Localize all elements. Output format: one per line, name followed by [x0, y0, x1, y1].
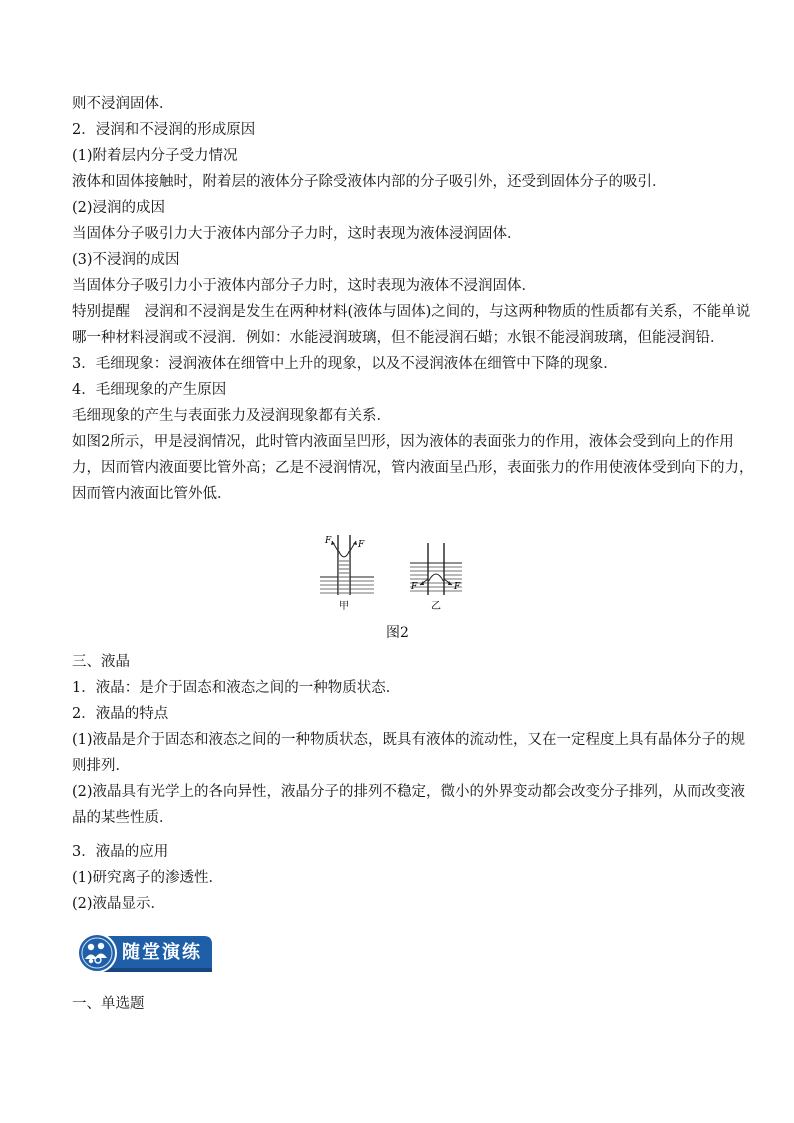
- subheading: (3)不浸润的成因: [72, 252, 180, 268]
- force-label: F: [358, 540, 365, 550]
- text-line: (2)液晶具有光学上的各向异性，液晶分子的排列不稳定，微小的外界变动都会改变分子排列，从而改变液: [72, 784, 746, 800]
- capillary-diagram: [310, 533, 490, 613]
- text-line: (1)研究离子的渗透性．: [72, 870, 224, 886]
- wetting-diagram: [320, 535, 374, 612]
- figure-caption: 图2: [386, 625, 409, 641]
- text-line: 1．液晶：是介于固态和液态之间的一种物质状态．: [72, 680, 401, 696]
- text-line: 液体和固体接触时，附着层的液体分子除受液体内部的分子吸引外，还受到固体分子的吸引．: [72, 174, 667, 190]
- text-line: 毛细现象的产生与表面张力及浸润现象都有关系．: [72, 408, 391, 424]
- section-heading: 三、液晶: [72, 654, 130, 670]
- figure-label-left: 甲: [339, 601, 349, 612]
- figure-label-right: 乙: [431, 601, 441, 612]
- text-line: 力，因而管内液面要比管外高；乙是不浸润情况，管内液面呈凸形，表面张力的作用使液体受到向下的力，: [72, 460, 754, 476]
- practice-banner: [76, 932, 216, 974]
- note-line: 哪一种材料浸润或不浸润．例如：水能浸润玻璃，但不能浸润石蜡；水银不能浸润玻璃，但能浸润铅．: [72, 330, 725, 346]
- text-line: 如图2所示，甲是浸润情况，此时管内液面呈凹形，因为液体的表面张力的作用，液体会受到向上的作用: [72, 434, 734, 450]
- text-line: (2)液晶显示．: [72, 896, 166, 912]
- text-line: 则不浸润固体．: [72, 96, 174, 112]
- section-heading: 2．浸润和不浸润的形成原因: [72, 122, 256, 138]
- section-heading: 3．液晶的应用: [72, 844, 169, 860]
- banner-label: 随堂演练: [122, 942, 202, 963]
- text-line: (1)液晶是介于固态和液态之间的一种物质状态，既具有液体的流动性，又在一定程度上具有晶体分子的规: [72, 732, 746, 748]
- text-line: 当固体分子吸引力大于液体内部分子力时，这时表现为液体浸润固体．: [72, 226, 522, 242]
- force-label: F: [411, 582, 418, 592]
- section-heading: 4．毛细现象的产生原因: [72, 382, 227, 398]
- note-line: 特别提醒 浸润和不浸润是发生在两种材料(液体与固体)之间的，与这两种物质的性质都有关系，不能单说: [72, 304, 751, 320]
- capillary-figure: [310, 533, 490, 613]
- text-line: 当固体分子吸引力小于液体内部分子力时，这时表现为液体不浸润固体．: [72, 278, 536, 294]
- section-heading: 一、单选题: [72, 996, 145, 1012]
- text-line: 则排列．: [72, 758, 130, 774]
- section-heading: 2．液晶的特点: [72, 706, 169, 722]
- text-line: 晶的某些性质．: [72, 810, 174, 826]
- subheading: (2)浸润的成因: [72, 200, 166, 216]
- text-line: 因而管内液面比管外低．: [72, 486, 232, 502]
- nonwetting-diagram: [410, 543, 462, 612]
- subheading: (1)附着层内分子受力情况: [72, 148, 238, 164]
- force-label: F: [325, 536, 332, 546]
- force-label: F: [454, 582, 461, 592]
- section-heading: 3．毛细现象：浸润液体在细管中上升的现象，以及不浸润液体在细管中下降的现象．: [72, 356, 618, 372]
